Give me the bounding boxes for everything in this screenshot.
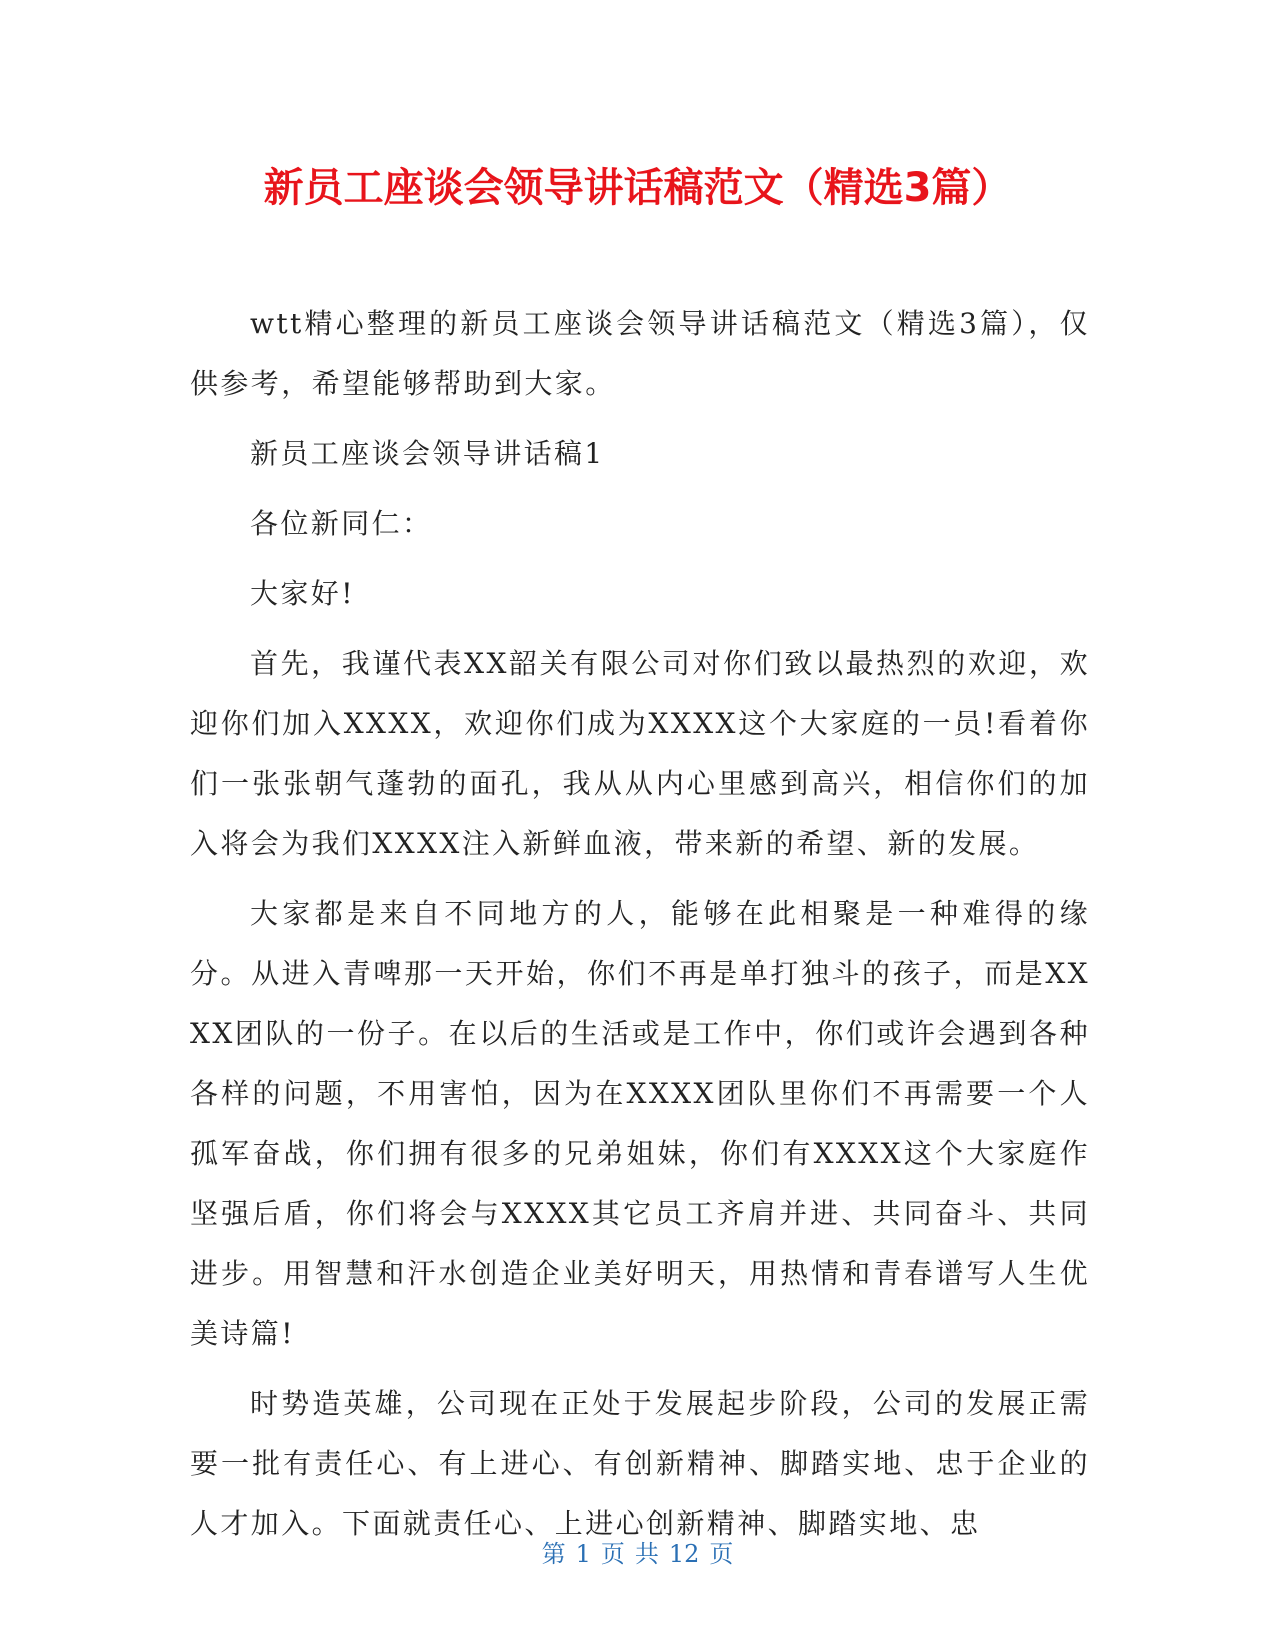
footer-word-page-unit: 页 xyxy=(600,1540,625,1568)
document-title: 新员工座谈会领导讲话稿范文（精选3篇） xyxy=(263,165,1012,211)
paragraph-welcome: 首先，我谨代表XX韶关有限公司对你们致以最热烈的欢迎，欢迎你们加入XXXX，欢迎你们成为XXXX这个大家庭的一员!看着你们一张张朝气蓬勃的面孔，我从从内心里感到高兴，相信你们的加入将会为我们XXXX注入新鲜血液，带来新的希望、新的发展。 xyxy=(190,647,1090,860)
document-body xyxy=(190,294,1090,1564)
paragraph-greeting: 大家好! xyxy=(250,577,355,610)
footer-word-total: 共 xyxy=(634,1540,659,1568)
footer-word-page: 第 xyxy=(541,1540,566,1568)
footer-current-page: 1 xyxy=(575,1540,591,1568)
section-heading-speech-1: 新员工座谈会领导讲话稿1 xyxy=(250,437,605,470)
footer-total-pages: 12 xyxy=(668,1540,700,1568)
page-footer xyxy=(0,1538,1275,1570)
paragraph-development: 时势造英雄，公司现在正处于发展起步阶段，公司的发展正需要一批有责任心、有上进心、有创新精神、脚踏实地、忠于企业的人才加入。下面就责任心、上进心创新精神、脚踏实地、忠 xyxy=(190,1387,1090,1540)
paragraph-intro: wtt精心整理的新员工座谈会领导讲话稿范文（精选3篇），仅供参考，希望能够帮助到大家。 xyxy=(190,307,1090,400)
paragraph-team: 大家都是来自不同地方的人，能够在此相聚是一种难得的缘分。从进入青啤那一天开始，你们不再是单打独斗的孩子，而是XXXX团队的一份子。在以后的生活或是工作中，你们或许会遇到各种各样的问题，不用害怕，因为在XXXX团队里你们不再需要一个人孤军奋战，你们拥有很多的兄弟姐妹，你们有XXXX这个大家庭作坚强后盾，你们将会与XXXX其它员工齐肩并进、共同奋斗、共同进步。用智慧和汗水创造企业美好明天，用热情和青春谱写人生优美诗篇! xyxy=(190,897,1090,1350)
footer-word-page-unit-2: 页 xyxy=(709,1540,734,1568)
paragraph-salutation: 各位新同仁： xyxy=(250,507,433,540)
